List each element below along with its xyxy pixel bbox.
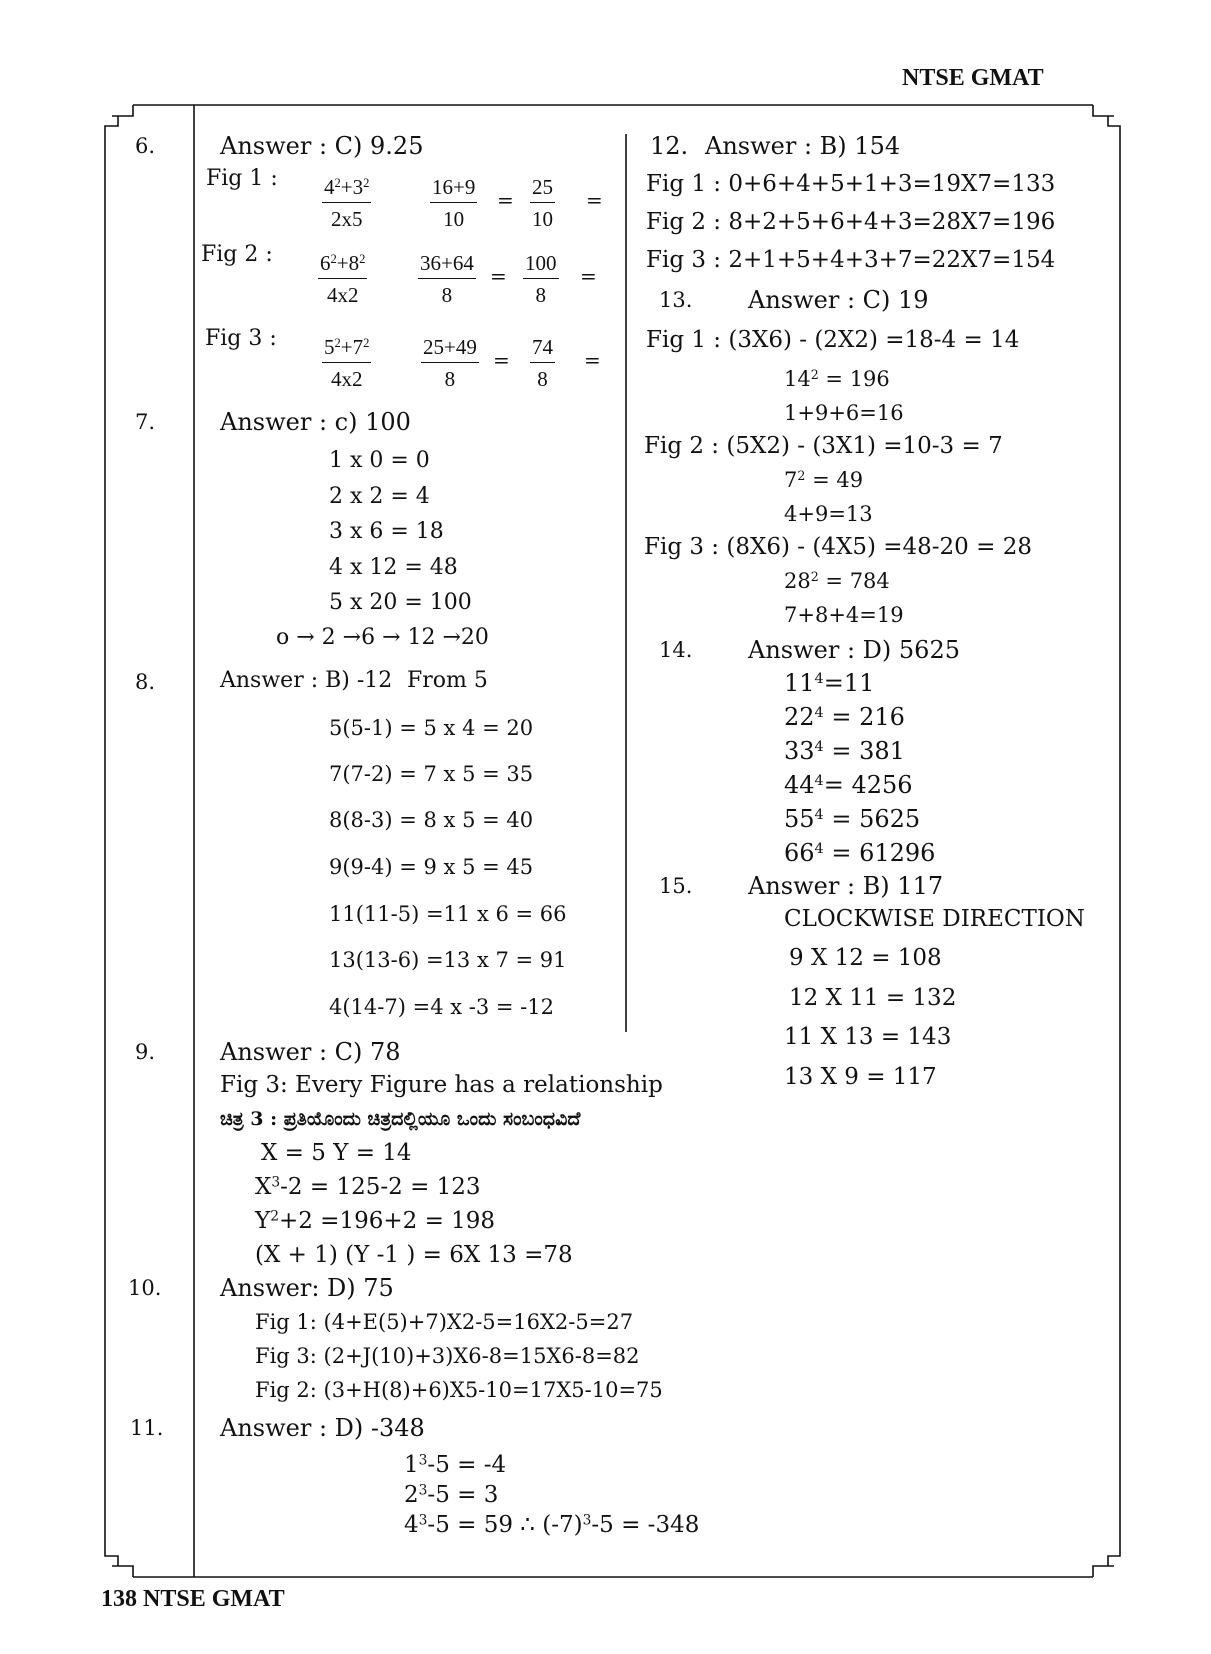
q6-fig2-label: Fig 2 : — [201, 242, 273, 267]
q13-fig1-sum: 1+9+6=16 — [784, 401, 904, 425]
q12-line: Fig 3 : 2+1+5+4+3+7=22X7=154 — [646, 247, 1056, 273]
page-number: 138 — [101, 1586, 137, 1612]
q6-fig1-label: Fig 1 : — [206, 166, 278, 191]
q14-line: $55^4 = 5625$ — [784, 805, 921, 833]
q7-line: 2 x 2 = 4 — [329, 484, 430, 509]
q8-from: From 5 — [407, 668, 488, 693]
q6-fig3-frac-b: 25+49 8 — [423, 335, 477, 391]
q12-number: 12. — [650, 132, 689, 160]
q14-line: $33^4 = 381$ — [784, 737, 905, 765]
q10-answer: Answer: D) 75 — [220, 1274, 394, 1302]
q13-fig2-square: $7^2 = 49$ — [784, 468, 864, 492]
q11-answer: Answer : D) -348 — [220, 1414, 425, 1442]
q15-line: 11 X 13 = 143 — [784, 1024, 952, 1050]
q14-line: $11^4=11$ — [784, 669, 875, 697]
q8-line: 13(13-6) =13 x 7 = 91 — [329, 948, 567, 972]
q7-answer: Answer : c) 100 — [220, 408, 411, 436]
q14-number: 14. — [659, 638, 693, 662]
q9-number: 9. — [135, 1040, 156, 1064]
q14-line: $22^4 = 216$ — [784, 703, 905, 731]
q13-fig3-square: $28^2 = 784$ — [784, 569, 890, 593]
q10-line: Fig 2: (3+H(8)+6)X5-10=17X5-10=75 — [255, 1378, 663, 1402]
q6-fig3-eq1: = — [493, 348, 510, 372]
q12-answer: Answer : B) 154 — [705, 132, 901, 160]
q11-number: 11. — [130, 1416, 164, 1440]
q15-number: 15. — [659, 874, 693, 898]
q9-xy: X = 5 Y = 14 — [261, 1140, 412, 1166]
q6-fig1-eq1: = — [497, 188, 514, 212]
q8-line: 5(5-1) = 5 x 4 = 20 — [329, 716, 534, 740]
q8-line: 8(8-3) = 8 x 5 = 40 — [329, 808, 534, 832]
q15-line: 12 X 11 = 132 — [789, 985, 957, 1011]
q13-fig2: Fig 2 : (5X2) - (3X1) =10-3 = 7 — [644, 433, 1003, 459]
q9-kannada-note: ಚಿತ್ರ 3 : ಪ್ರತಿಯೊಂದು ಚಿತ್ರದಲ್ಲಿಯೂ ಒಂದು ಸಂಬಂಧವಿದೆ — [220, 1108, 581, 1130]
q13-fig3-sum: 7+8+4=19 — [784, 603, 904, 627]
q8-line: 11(11-5) =11 x 6 = 66 — [329, 902, 567, 926]
q13-fig3: Fig 3 : (8X6) - (4X5) =48-20 = 28 — [644, 534, 1032, 560]
q8-line: 9(9-4) = 9 x 5 = 45 — [329, 855, 534, 879]
q12-line: Fig 1 : 0+6+4+5+1+3=19X7=133 — [646, 171, 1056, 197]
q6-fig2-frac-b: 36+64 8 — [420, 251, 474, 307]
q13-answer: Answer : C) 19 — [748, 286, 929, 314]
q8-line: 7(7-2) = 7 x 5 = 35 — [329, 762, 534, 786]
running-header: NTSE GMAT — [902, 65, 1044, 91]
footer-title: NTSE GMAT — [143, 1586, 285, 1612]
q9-line4: (X + 1) (Y -1 ) = 6X 13 =78 — [255, 1242, 573, 1268]
q8-answer: Answer : B) -12 — [220, 668, 393, 693]
q6-fig3-frac-a: $5^2+7^2$ 4x2 — [324, 335, 370, 391]
q11-line1: $1^3-5 = -4$ — [404, 1452, 507, 1478]
q9-line2: $X^3-2 = 125-2 = 123$ — [255, 1174, 481, 1200]
q7-line: 5 x 20 = 100 — [329, 590, 472, 615]
q6-fig2-frac-c: 100 8 — [525, 251, 557, 307]
q10-line: Fig 1: (4+E(5)+7)X2-5=16X2-5=27 — [255, 1310, 634, 1334]
q11-line3: $4^3-5 = 59$ ∴ $(-7)^3-5 = -348$ — [404, 1512, 700, 1538]
q7-sequence: o → 2 →6 → 12 →20 — [276, 625, 489, 650]
q6-fig1-frac-b: 16+9 10 — [432, 175, 476, 231]
q7-line: 3 x 6 = 18 — [329, 519, 444, 544]
q14-answer: Answer : D) 5625 — [748, 636, 960, 664]
q13-fig2-sum: 4+9=13 — [784, 502, 873, 526]
q8-number: 8. — [135, 670, 156, 694]
q7-number: 7. — [135, 410, 156, 434]
q6-answer: Answer : C) 9.25 — [220, 132, 424, 160]
q6-fig3-label: Fig 3 : — [205, 326, 277, 351]
q6-number: 6. — [135, 134, 156, 158]
q6-fig2-frac-a: $6^2+8^2$ 4x2 — [320, 251, 366, 307]
q15-line: 9 X 12 = 108 — [789, 945, 942, 971]
q6-fig1-eq2: = — [586, 188, 603, 212]
page-footer — [101, 1587, 285, 1611]
q7-line: 4 x 12 = 48 — [329, 555, 458, 580]
q14-line: $66^4 = 61296$ — [784, 839, 936, 867]
q15-direction: CLOCKWISE DIRECTION — [784, 906, 1085, 932]
q13-fig1-square: $14^2 = 196$ — [784, 367, 890, 391]
q13-fig1: Fig 1 : (3X6) - (2X2) =18-4 = 14 — [646, 327, 1020, 353]
q7-line: 1 x 0 = 0 — [329, 448, 430, 473]
q9-note: Fig 3: Every Figure has a relationship — [220, 1072, 663, 1098]
q10-number: 10. — [128, 1276, 162, 1300]
q9-answer: Answer : C) 78 — [220, 1038, 401, 1066]
q9-line3: $Y^2+2 =196+2 = 198$ — [255, 1208, 496, 1234]
q6-fig1-frac-a: $4^2+3^2$ 2x5 — [324, 175, 370, 231]
q6-fig3-frac-c: 74 8 — [532, 335, 553, 391]
q11-line2: $2^3-5 = 3$ — [404, 1482, 499, 1508]
q12-line: Fig 2 : 8+2+5+6+4+3=28X7=196 — [646, 209, 1056, 235]
q8-line: 4(14-7) =4 x -3 = -12 — [329, 995, 554, 1019]
q13-number: 13. — [659, 288, 693, 312]
q6-fig1-frac-c: 25 10 — [532, 175, 553, 231]
q6-fig3-eq2: = — [584, 348, 601, 372]
q15-answer: Answer : B) 117 — [748, 872, 944, 900]
q10-line: Fig 3: (2+J(10)+3)X6-8=15X6-8=82 — [255, 1344, 640, 1368]
q6-fig2-eq2: = — [580, 264, 597, 288]
q15-line: 13 X 9 = 117 — [784, 1064, 937, 1090]
q14-line: $44^4= 4256$ — [784, 771, 913, 799]
q6-fig2-eq1: = — [490, 264, 507, 288]
